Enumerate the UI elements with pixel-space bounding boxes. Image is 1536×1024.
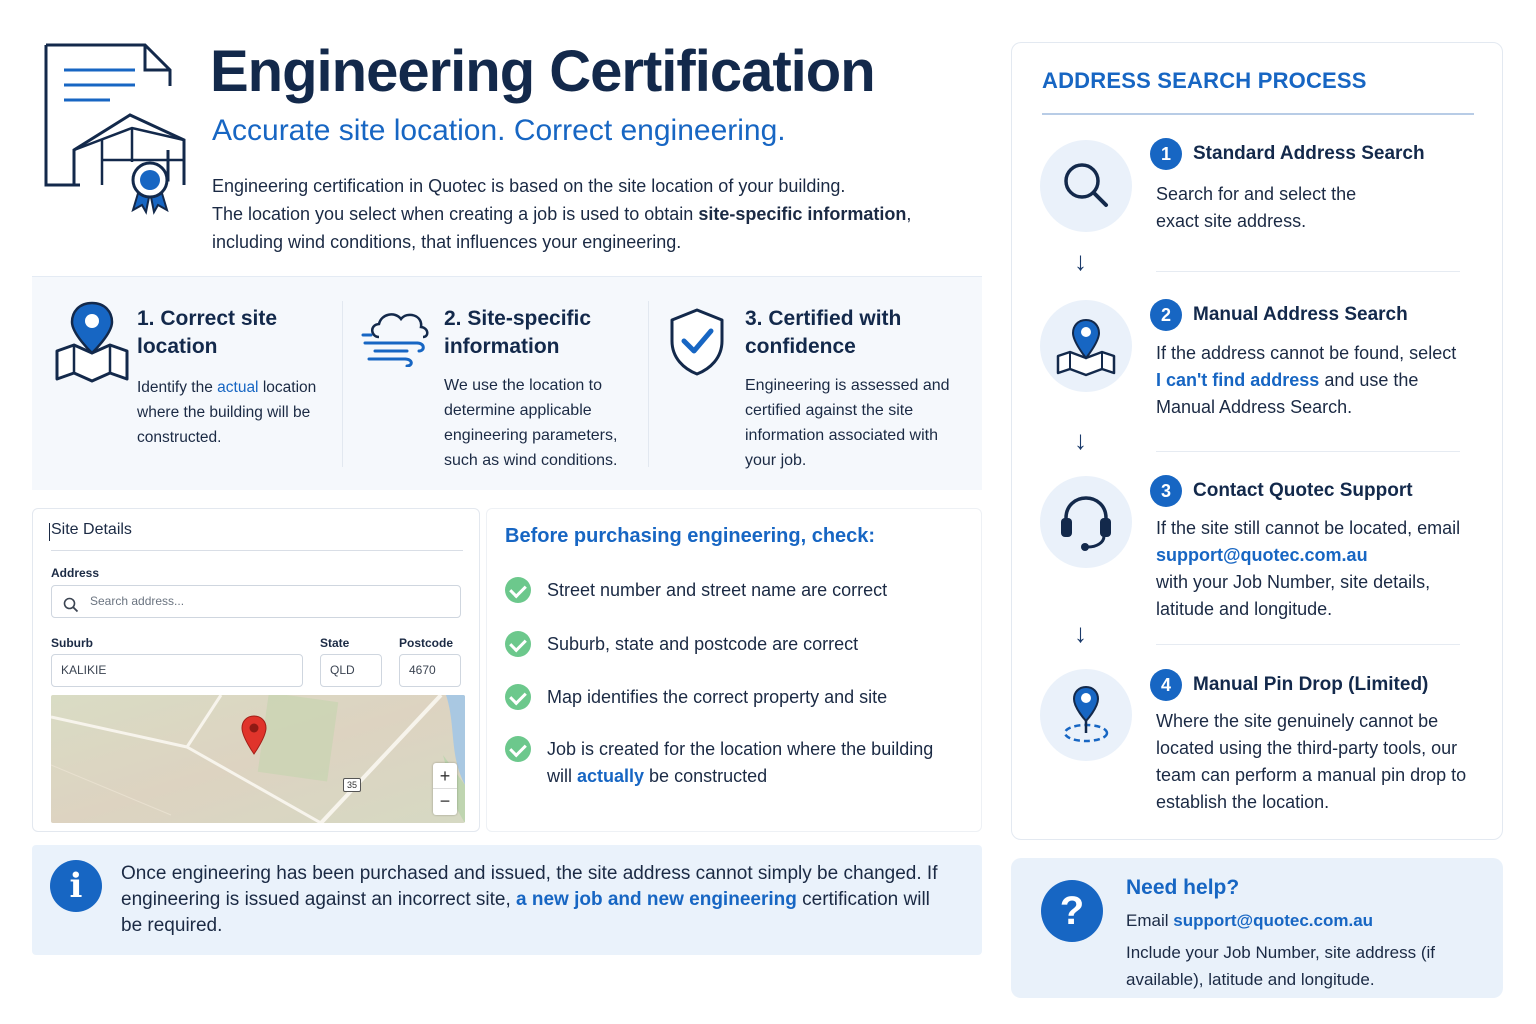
page-title: Engineering Certification xyxy=(210,39,875,104)
check-icon xyxy=(505,736,531,762)
divider xyxy=(51,550,463,551)
feature-site-specific xyxy=(343,277,648,491)
address-search-process-panel xyxy=(1011,42,1503,840)
feature-title-line-1: 2. Site-specific xyxy=(444,307,592,330)
checklist-item-text: Street number and street name are correct xyxy=(547,580,888,600)
state-label: State xyxy=(320,636,350,650)
step-number: 2 xyxy=(1150,299,1182,331)
site-map[interactable] xyxy=(51,695,465,823)
intro-line-2-bold: site-specific information xyxy=(698,204,907,224)
divider xyxy=(1156,271,1460,272)
help-email-line: Email support@quotec.com.au xyxy=(1126,911,1374,930)
postcode-label: Postcode xyxy=(399,636,454,650)
warning-text: Once engineering has been purchased and issued, the site address cannot simply be changed. If engineering is issued against an incorrect site, a new job and new engineering certification will be required. xyxy=(121,863,938,936)
check-icon xyxy=(505,684,531,710)
intro-line-2-end: , xyxy=(906,204,912,224)
pin-drop-icon xyxy=(1040,669,1132,761)
features-strip xyxy=(32,276,982,490)
site-details-title: Site Details xyxy=(51,521,132,538)
checklist-item xyxy=(505,631,937,658)
checklist-item-text: Job is created for the location where the building will actually be constructed xyxy=(547,739,934,786)
step-description: If the address cannot be found, select I can't find address and use the Manual Address Search. xyxy=(1156,343,1457,417)
divider xyxy=(1156,451,1460,452)
feature-title-line-1: 3. Certified with xyxy=(745,307,902,330)
checklist-item xyxy=(505,736,937,790)
headset-icon xyxy=(1040,476,1132,568)
map-pin-icon xyxy=(52,301,132,388)
help-title: Need help? xyxy=(1126,876,1240,899)
step-description: If the site still cannot be located, email support@quotec.com.au with your Job Number, site details, latitude and longitude. xyxy=(1156,518,1461,619)
suburb-field[interactable]: KALIKIE xyxy=(51,654,303,687)
checklist-panel xyxy=(486,508,982,832)
question-icon: ? xyxy=(1041,880,1103,942)
step-description: Where the site genuinely cannot be located using the third-party tools, our team can perform a manual pin drop to establish the location. xyxy=(1156,711,1467,812)
check-icon xyxy=(505,577,531,603)
step-title: Standard Address Search xyxy=(1193,143,1425,164)
feature-certified xyxy=(649,277,982,491)
page-subtitle: Accurate site location. Correct engineering. xyxy=(212,114,786,147)
step-number: 3 xyxy=(1150,475,1182,507)
step-number: 1 xyxy=(1150,138,1182,170)
feature-correct-location xyxy=(32,277,342,491)
zoom-in-button[interactable]: + xyxy=(433,763,457,789)
address-label: Address xyxy=(51,566,100,580)
address-search-input[interactable] xyxy=(51,585,461,618)
state-field[interactable]: QLD xyxy=(320,654,382,687)
feature-description: We use the location to determine applicable engineering parameters, such as wind conditions. xyxy=(444,377,618,469)
feature-description: Engineering is assessed and certified against the site information associated with your job. xyxy=(745,377,950,469)
help-panel xyxy=(1011,858,1503,998)
address-placeholder: Search address... xyxy=(90,594,185,608)
postcode-field[interactable]: 4670 xyxy=(399,654,461,687)
shield-check-icon xyxy=(667,307,727,382)
process-title: ADDRESS SEARCH PROCESS xyxy=(1042,68,1367,93)
search-icon xyxy=(63,594,79,625)
intro-text xyxy=(212,172,992,256)
feature-description: Identify the actual location where the building will be constructed. xyxy=(137,379,317,446)
step-title: Manual Address Search xyxy=(1193,304,1408,325)
feature-highlight: actual xyxy=(217,379,259,396)
intro-line-2-text: The location you select when creating a job is used to obtain xyxy=(212,204,699,224)
map-pin-marker-icon xyxy=(241,715,267,760)
warning-highlight: a new job and new engineering xyxy=(516,889,797,910)
checklist-title: Before purchasing engineering, check: xyxy=(505,525,876,547)
zoom-out-button[interactable]: − xyxy=(439,791,451,811)
certificate-icon xyxy=(40,40,190,215)
suburb-label: Suburb xyxy=(51,636,93,650)
feature-title-line-1: 1. Correct site xyxy=(137,307,278,330)
arrow-down-icon: ↓ xyxy=(1074,618,1087,648)
divider xyxy=(1042,113,1474,115)
help-note: Include your Job Number, site address (if available), latitude and longitude. xyxy=(1126,943,1435,989)
intro-line-1: Engineering certification in Quotec is based on the site location of your building. xyxy=(212,176,846,196)
wind-cloud-icon xyxy=(361,307,441,372)
help-email-link[interactable]: support@quotec.com.au xyxy=(1173,911,1374,930)
checklist-item-text: Map identifies the correct property and site xyxy=(547,687,888,707)
warning-banner xyxy=(32,845,982,955)
map-pin-icon xyxy=(1040,300,1132,392)
feature-title-line-2: information xyxy=(444,335,560,358)
step-title: Contact Quotec Support xyxy=(1193,480,1413,501)
checklist-highlight: actually xyxy=(577,766,645,786)
checklist-item xyxy=(505,577,937,604)
divider xyxy=(1156,644,1460,645)
intro-line-3: including wind conditions, that influences your engineering. xyxy=(212,232,682,252)
info-icon: i xyxy=(50,860,102,912)
site-details-panel xyxy=(32,508,480,832)
step-number: 4 xyxy=(1150,669,1182,701)
support-email-link[interactable]: support@quotec.com.au xyxy=(1156,545,1368,565)
feature-title-line-2: confidence xyxy=(745,335,856,358)
cant-find-address-link[interactable]: I can't find address xyxy=(1156,370,1320,390)
checklist-item xyxy=(505,684,937,711)
search-icon xyxy=(1040,140,1132,232)
route-shield: 35 xyxy=(343,778,361,792)
step-title: Manual Pin Drop (Limited) xyxy=(1193,674,1429,695)
step-description: Search for and select the exact site address. xyxy=(1156,184,1357,231)
arrow-down-icon: ↓ xyxy=(1074,425,1087,455)
arrow-down-icon: ↓ xyxy=(1074,246,1087,276)
checklist-item-text: Suburb, state and postcode are correct xyxy=(547,634,859,654)
check-icon xyxy=(505,631,531,657)
feature-title-line-2: location xyxy=(137,335,218,358)
zoom-controls xyxy=(433,763,457,815)
intro-line-2 xyxy=(212,200,992,228)
